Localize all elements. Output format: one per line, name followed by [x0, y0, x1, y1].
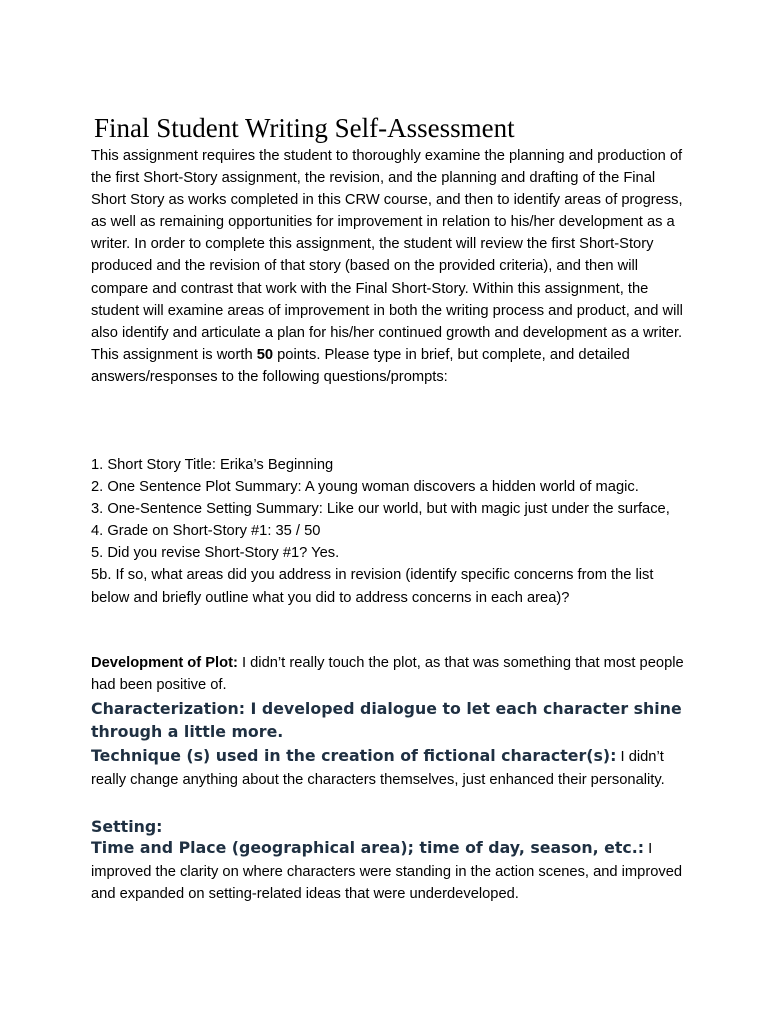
intro-paragraph [91, 145, 691, 388]
question-list [91, 454, 691, 609]
document-title: Final Student Writing Self-Assessment [94, 113, 515, 143]
characterization-heading: Characterization: I developed dialogue to let each character shine through a little more. [91, 699, 682, 741]
intro-text-part1: This assignment requires the student to thoroughly examine the planning and production of the first Short-Story assignment, the revision, and the planning and drafting of the Final Short Story as works completed in this CRW course, and then to identify areas of progress, as well as remaining opportunities for improvement in relation to his/her development as a writer. In order to complete this assignment, the student will review the first Short-Story produced and the revision of that story (based on the provided criteria), and then will compare and contrast that work with the Final Short-Story. Within this assignment, the student will examine areas of improvement in both the writing process and product, and will also identify and articulate a plan for his/her continued growth and development as a writer. This assignment is worth [91, 148, 683, 363]
intro-text-part2: points. Please type in brief, but complete, and detailed answers/responses to the following questions/prompts: [91, 346, 630, 385]
question-item: 1. Short Story Title: Erika’s Beginning [91, 457, 334, 473]
question-item: 5b. If so, what areas did you address in revision (identify specific concerns from the list below and briefly outline what you did to address concerns in each area)? [91, 567, 654, 606]
question-item: 3. One-Sentence Setting Summary: Like our world, but with magic just under the surface, [91, 501, 670, 518]
intro-points: 50 [256, 346, 274, 363]
question-item: 2. One Sentence Plot Summary: A young woman discovers a hidden world of magic. [91, 479, 639, 496]
time-and-place-text: I improved the clarity on where characters were standing in the action scenes, and improved and expanded on setting-related ideas that were underdeveloped. [91, 841, 683, 902]
technique-paragraph [91, 745, 691, 791]
question-item: 4. Grade on Short-Story #1: 35 / 50 [91, 523, 321, 540]
question-item: 5. Did you revise Short-Story #1? Yes. [91, 545, 340, 562]
setting-heading: Setting: [91, 817, 163, 836]
time-and-place-paragraph [91, 837, 691, 906]
technique-text: I didn’t really change anything about the characters themselves, just enhanced their personality. [91, 749, 665, 788]
development-of-plot-label: Development of Plot: [91, 655, 238, 671]
technique-label: Technique (s) used in the creation of fictional character(s): [91, 746, 617, 765]
time-and-place-label: Time and Place (geographical area); time of day, season, etc.: [91, 838, 645, 857]
development-of-plot-paragraph [91, 652, 691, 696]
development-of-plot-text: I didn’t really touch the plot, as that was something that most people had been positive of. [91, 655, 684, 694]
